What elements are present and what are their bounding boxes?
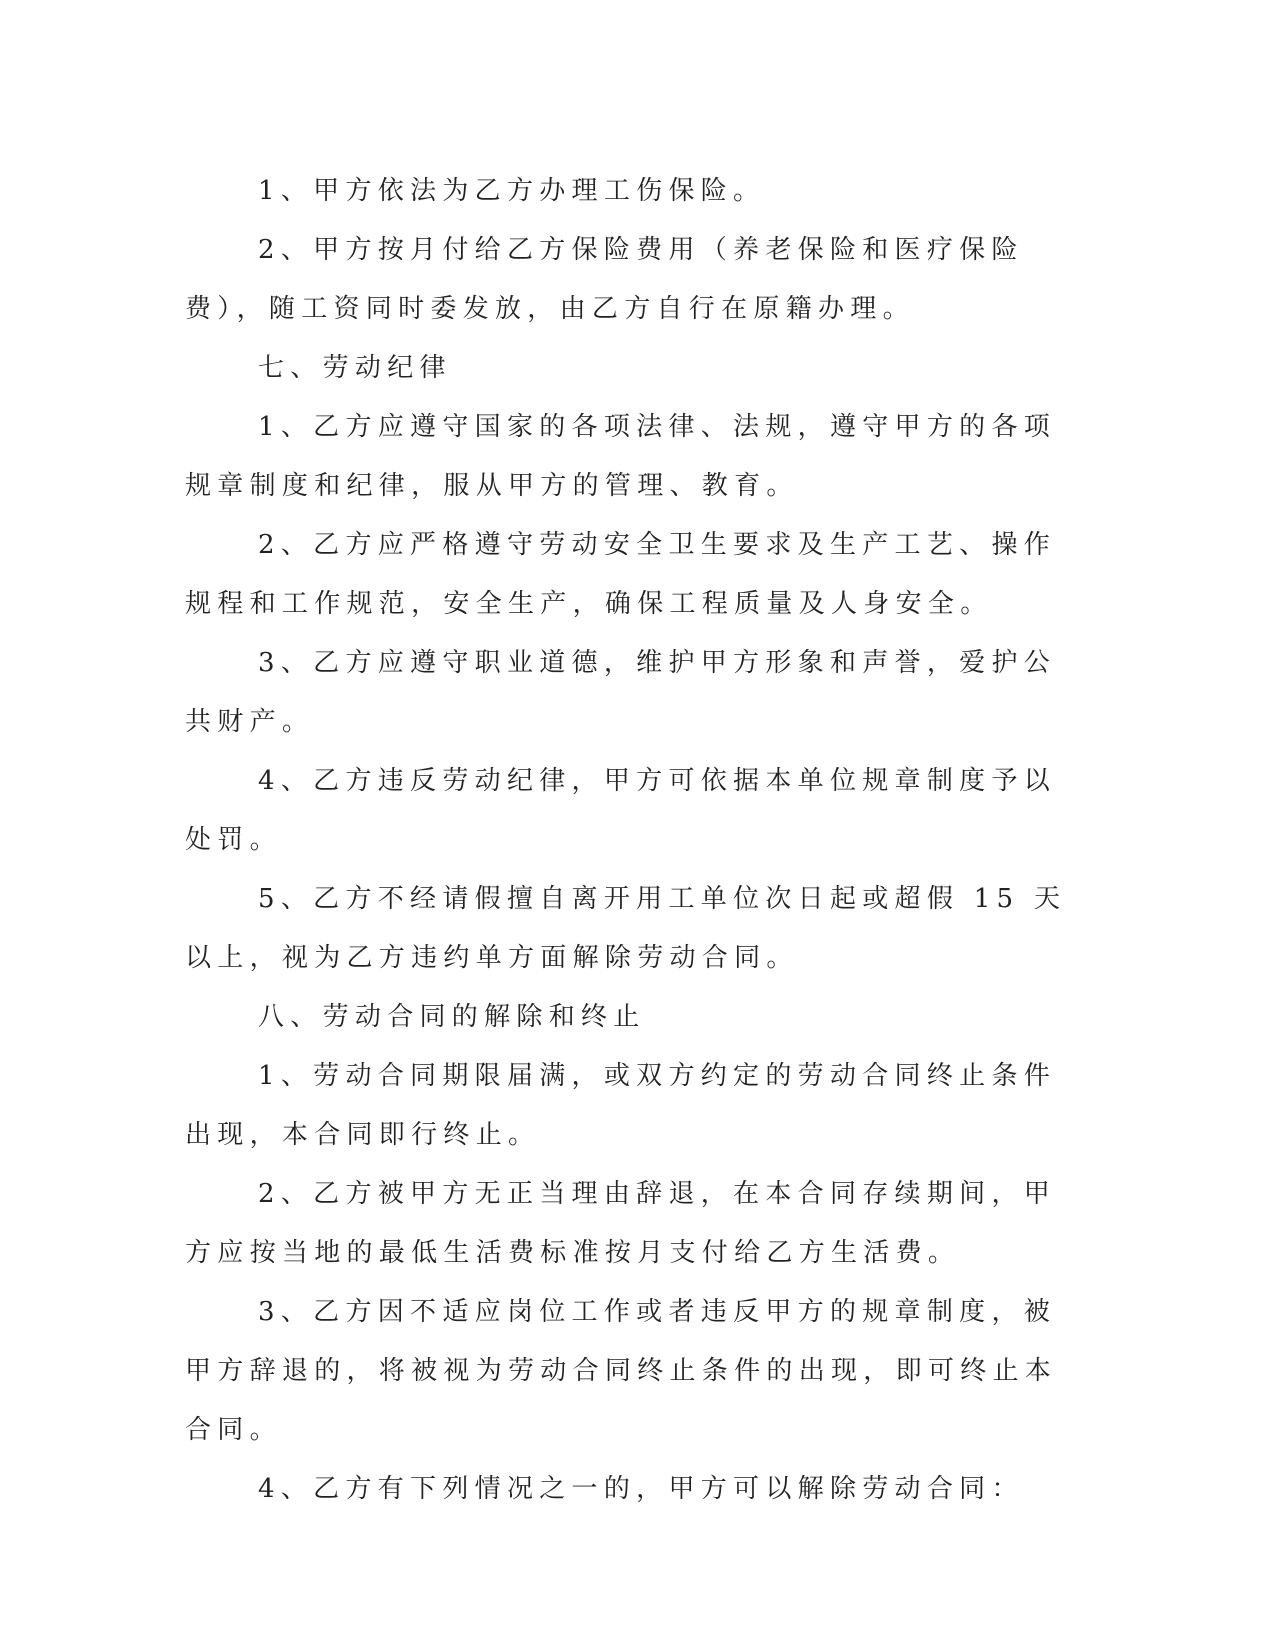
paragraph-discipline-4: 4、乙方违反劳动纪律，甲方可依据本单位规章制度予以处罚。	[185, 766, 1057, 855]
paragraph-discipline-1: 1、乙方应遵守国家的各项法律、法规，遵守甲方的各项规章制度和纪律，服从甲方的管理、教育。	[185, 412, 1057, 501]
paragraph-termination-2: 2、乙方被甲方无正当理由辞退，在本合同存续期间，甲方应按当地的最低生活费标准按月支付给乙方生活费。	[185, 1179, 1057, 1268]
paragraph-termination-1: 1、劳动合同期限届满，或双方约定的劳动合同终止条件出现，本合同即行终止。	[185, 1061, 1057, 1150]
paragraph-insurance-1: 1、甲方依法为乙方办理工伤保险。	[258, 176, 766, 206]
paragraph-discipline-5: 5、乙方不经请假擅自离开用工单位次日起或超假 15 天以上，视为乙方违约单方面解除劳动合同。	[185, 884, 1067, 973]
paragraph-insurance-2: 2、甲方按月付给乙方保险费用（养老保险和医疗保险费），随工资同时委发放，由乙方自行在原籍办理。	[185, 235, 1024, 324]
paragraph-discipline-2: 2、乙方应严格遵守劳动安全卫生要求及生产工艺、操作规程和工作规范，安全生产，确保工程质量及人身安全。	[185, 530, 1057, 619]
paragraph-discipline-3: 3、乙方应遵守职业道德，维护甲方形象和声誉，爱护公共财产。	[185, 648, 1057, 737]
paragraph-termination-3: 3、乙方因不适应岗位工作或者违反甲方的规章制度，被甲方辞退的，将被视为劳动合同终止条件的出现，即可终止本合同。	[185, 1297, 1058, 1445]
paragraph-termination-4: 4、乙方有下列情况之一的，甲方可以解除劳动合同：	[258, 1474, 1024, 1504]
document-body	[185, 162, 1070, 1519]
section-heading-labor-discipline: 七、劳动纪律	[258, 353, 452, 383]
section-heading-termination: 八、劳动合同的解除和终止	[258, 1002, 646, 1032]
